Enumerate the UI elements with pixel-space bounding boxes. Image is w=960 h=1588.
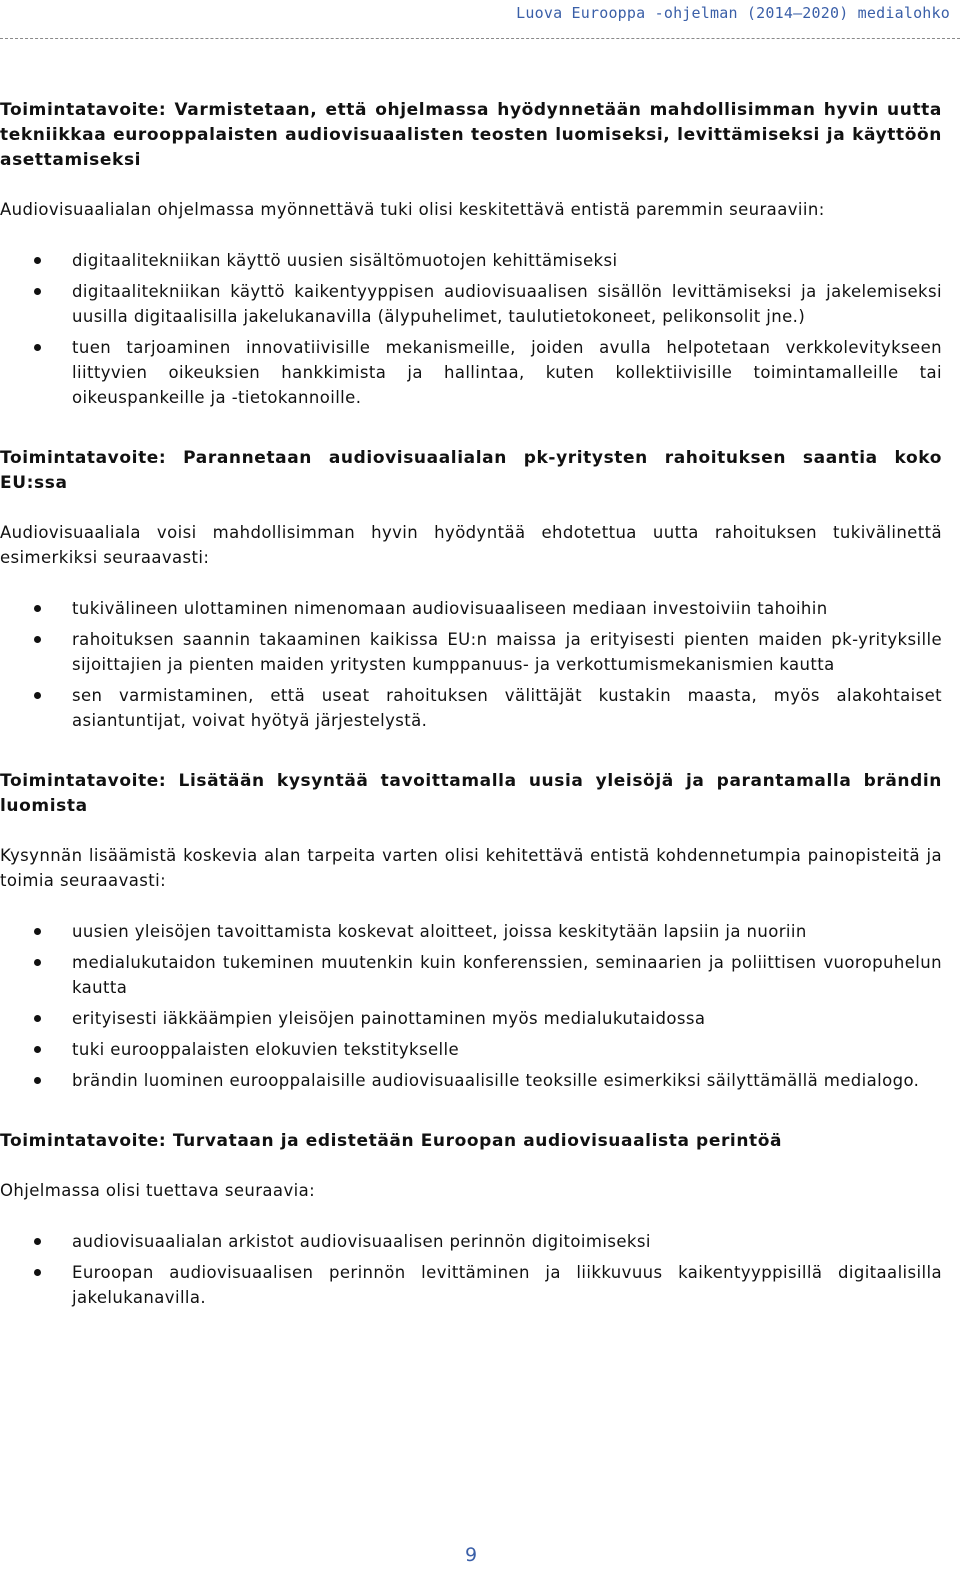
- list-item: sen varmistaminen, että useat rahoituksen välittäjät kustakin maasta, myös alakohtaiset asiantuntijat, voivat hyötyä järjestelystä.: [0, 683, 942, 733]
- list-item: tuen tarjoaminen innovatiivisille mekanismeille, joiden avulla helpotetaan verkkolevitykseen liittyvien oikeuksien hankkimista ja hallintaa, kuten kollektiivisille toimintamalleille tai oikeuspankeille ja -tietokannoille.: [0, 335, 942, 410]
- list-item: brändin luominen eurooppalaisille audiovisuaalisille teoksille esimerkiksi säilyttämällä medialogo.: [0, 1068, 942, 1093]
- bullet-icon: [34, 1077, 41, 1084]
- bullet-list: [0, 919, 942, 1093]
- bullet-icon: [34, 605, 41, 612]
- section-intro: Audiovisuaaliala voisi mahdollisimman hyvin hyödyntää ehdotettua uutta rahoituksen tukivälinettä esimerkiksi seuraavasti:: [0, 523, 942, 567]
- section-heading: Toimintatavoite: Turvataan ja edistetään Euroopan audiovisuaalista perintöä: [0, 1131, 783, 1151]
- bullet-icon: [34, 344, 41, 351]
- list-item: audiovisuaalialan arkistot audiovisuaalisen perinnön digitoimiseksi: [0, 1229, 942, 1254]
- section-intro: Ohjelmassa olisi tuettava seuraavia:: [0, 1181, 316, 1200]
- header-divider: [0, 38, 960, 39]
- section-heading: Toimintatavoite: Varmistetaan, että ohjelmassa hyödynnetään mahdollisimman hyvin uutta tekniikkaa eurooppalaisten audiovisuaalisten teosten luomiseksi, levittämiseksi ja käyttöön asettamiseksi: [0, 100, 942, 170]
- bullet-icon: [34, 692, 41, 699]
- page-number: 9: [464, 1544, 478, 1566]
- bullet-icon: [34, 1015, 41, 1022]
- bullet-icon: [34, 288, 41, 295]
- bullet-icon: [34, 636, 41, 643]
- list-item: rahoituksen saannin takaaminen kaikissa EU:n maissa ja erityisesti pienten maiden pk-yrityksille sijoittajien ja pienten maiden yritysten kumppanuus- ja verkottumismekanismien kautta: [0, 627, 942, 677]
- section-intro: Audiovisuaalialan ohjelmassa myönnettävä tuki olisi keskitettävä entistä paremmin seuraaviin:: [0, 200, 825, 219]
- list-item: digitaalitekniikan käyttö kaikentyyppisen audiovisuaalisen sisällön levittämiseksi ja jakelemiseksi uusilla digitaalisilla jakelukanavilla (älypuhelimet, taulutietokoneet, pelikonsolit jne.): [0, 279, 942, 329]
- list-item: medialukutaidon tukeminen muutenkin kuin konferenssien, seminaarien ja poliittisen vuoropuhelun kautta: [0, 950, 942, 1000]
- bullet-list: [0, 596, 942, 733]
- bullet-list: [0, 1229, 942, 1310]
- section-audience-demand: [0, 769, 942, 1093]
- document-body: [0, 98, 942, 1346]
- bullet-icon: [34, 1238, 41, 1245]
- bullet-icon: [34, 1046, 41, 1053]
- list-item: Euroopan audiovisuaalisen perinnön levittäminen ja liikkuvuus kaikentyyppisillä digitaalisilla jakelukanavilla.: [0, 1260, 942, 1310]
- bullet-list: [0, 248, 942, 410]
- section-intro: Kysynnän lisäämistä koskevia alan tarpeita varten olisi kehitettävä entistä kohdennetumpia painopisteitä ja toimia seuraavasti:: [0, 846, 942, 890]
- section-new-technology: [0, 98, 942, 410]
- list-item: erityisesti iäkkäämpien yleisöjen painottaminen myös medialukutaidossa: [0, 1006, 942, 1031]
- bullet-icon: [34, 928, 41, 935]
- bullet-icon: [34, 959, 41, 966]
- list-item: digitaalitekniikan käyttö uusien sisältömuotojen kehittämiseksi: [0, 248, 942, 273]
- list-item: tuki eurooppalaisten elokuvien tekstitykselle: [0, 1037, 942, 1062]
- section-heritage: [0, 1129, 942, 1310]
- section-sme-financing: [0, 446, 942, 733]
- section-heading: Toimintatavoite: Parannetaan audiovisuaalialan pk-yritysten rahoituksen saantia koko EU:ssa: [0, 448, 942, 493]
- list-item: uusien yleisöjen tavoittamista koskevat aloitteet, joissa keskitytään lapsiin ja nuoriin: [0, 919, 942, 944]
- section-heading: Toimintatavoite: Lisätään kysyntää tavoittamalla uusia yleisöjä ja parantamalla brändin luomista: [0, 771, 942, 816]
- list-item: tukivälineen ulottaminen nimenomaan audiovisuaaliseen mediaan investoiviin tahoihin: [0, 596, 942, 621]
- bullet-icon: [34, 257, 41, 264]
- bullet-icon: [34, 1269, 41, 1276]
- document-header: Luova Eurooppa -ohjelman (2014–2020) medialohko: [516, 4, 950, 22]
